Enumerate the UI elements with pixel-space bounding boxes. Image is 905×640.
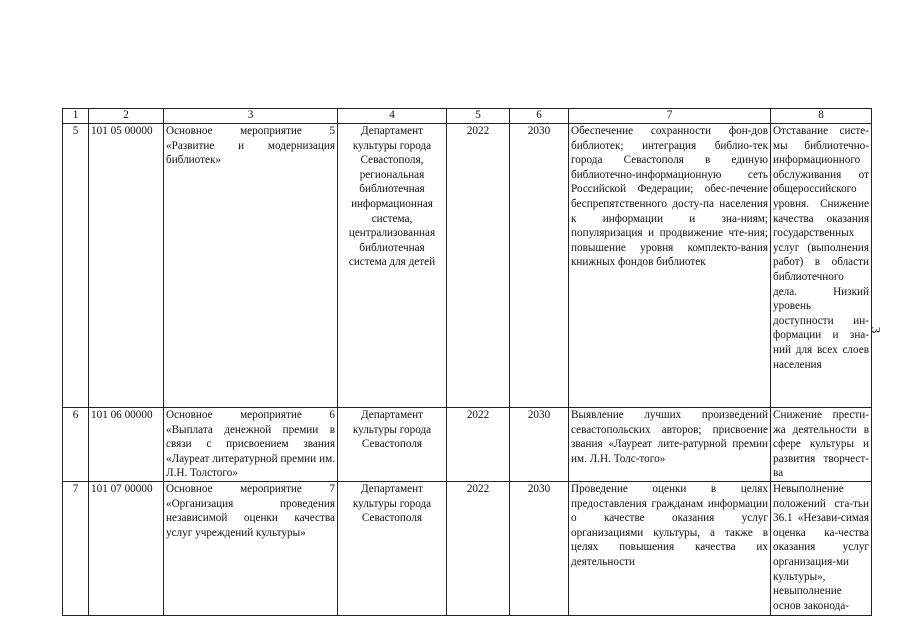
row-result: Проведение оценки в целях предоставления гражданам информации о качестве оказания услуг организациями культуры, а также в целях повышения качества их деятельности: [569, 482, 771, 616]
row-start-year: 2022: [447, 408, 510, 482]
row-consequence: Невыполнение положений ста-тьи 36.1 «Незави-симая оценка ка-чества оказания услуг организация-ми культуры», невыполнение основ законода-: [771, 482, 872, 616]
row-start-year: 2022: [447, 482, 510, 616]
row-event: Основное мероприятие 5 «Развитие и модернизация библиотек»: [164, 124, 338, 408]
header-cell: 1: [63, 109, 89, 124]
row-executor: Департамент культуры города Севастополя, региональная библиотечная информационная система, централизованная библиотечная система для детей: [338, 124, 447, 408]
row-code: 101 05 00000: [89, 124, 164, 408]
header-cell: 3: [164, 109, 338, 124]
row-start-year: 2022: [447, 124, 510, 408]
row-number: 7: [63, 482, 89, 616]
row-event: Основное мероприятие 6 «Выплата денежной премии в связи с присвоением звания «Лауреат литературной премии им. Л.Н. Толстого»: [164, 408, 338, 482]
row-end-year: 2030: [510, 482, 569, 616]
row-result: Обеспечение сохранности фон-дов библиотек; интеграция библио-тек города Севастополя в единую библиотечно-информационную сеть Российской Федерации; обес-печение беспрепятственного досту-па населения к информации и зна-ниям; популяризация и продвижение чте-ния; повышение уровня комплекто-вания книжных фондов библиотек: [569, 124, 771, 408]
page-number: 3: [868, 326, 884, 334]
row-executor: Департамент культуры города Севастополя: [338, 408, 447, 482]
row-code: 101 06 00000: [89, 408, 164, 482]
table-row: [63, 482, 872, 616]
header-cell: 2: [89, 109, 164, 124]
table-row: [63, 124, 872, 408]
row-result: Выявление лучших произведений севастопольских авторов; присвоение звания «Лауреат лите-ратурной премии им. Л.Н. Толс-того»: [569, 408, 771, 482]
row-end-year: 2030: [510, 124, 569, 408]
row-end-year: 2030: [510, 408, 569, 482]
row-number: 5: [63, 124, 89, 408]
header-cell: 5: [447, 109, 510, 124]
table-row: [63, 408, 872, 482]
row-executor: Департамент культуры города Севастополя: [338, 482, 447, 616]
row-consequence: Отставание систе-мы библиотечно-информационного обслуживания от общероссийского уровня. Снижение качества оказания государственных услуг (выполнения работ) в области библиотечного дела. Низкий уровень доступности ин-формации и зна-ний для всех слоев населения: [771, 124, 872, 408]
row-event: Основное мероприятие 7 «Организация проведения независимой оценки качества услуг учреждений культуры»: [164, 482, 338, 616]
row-consequence: Снижение прести-жа деятельности в сфере культуры и развития творчест-ва: [771, 408, 872, 482]
programme-table: [62, 108, 872, 616]
row-code: 101 07 00000: [89, 482, 164, 616]
row-number: 6: [63, 408, 89, 482]
header-row: [63, 109, 872, 124]
header-cell: 7: [569, 109, 771, 124]
header-cell: 4: [338, 109, 447, 124]
header-cell: 8: [771, 109, 872, 124]
header-cell: 6: [510, 109, 569, 124]
